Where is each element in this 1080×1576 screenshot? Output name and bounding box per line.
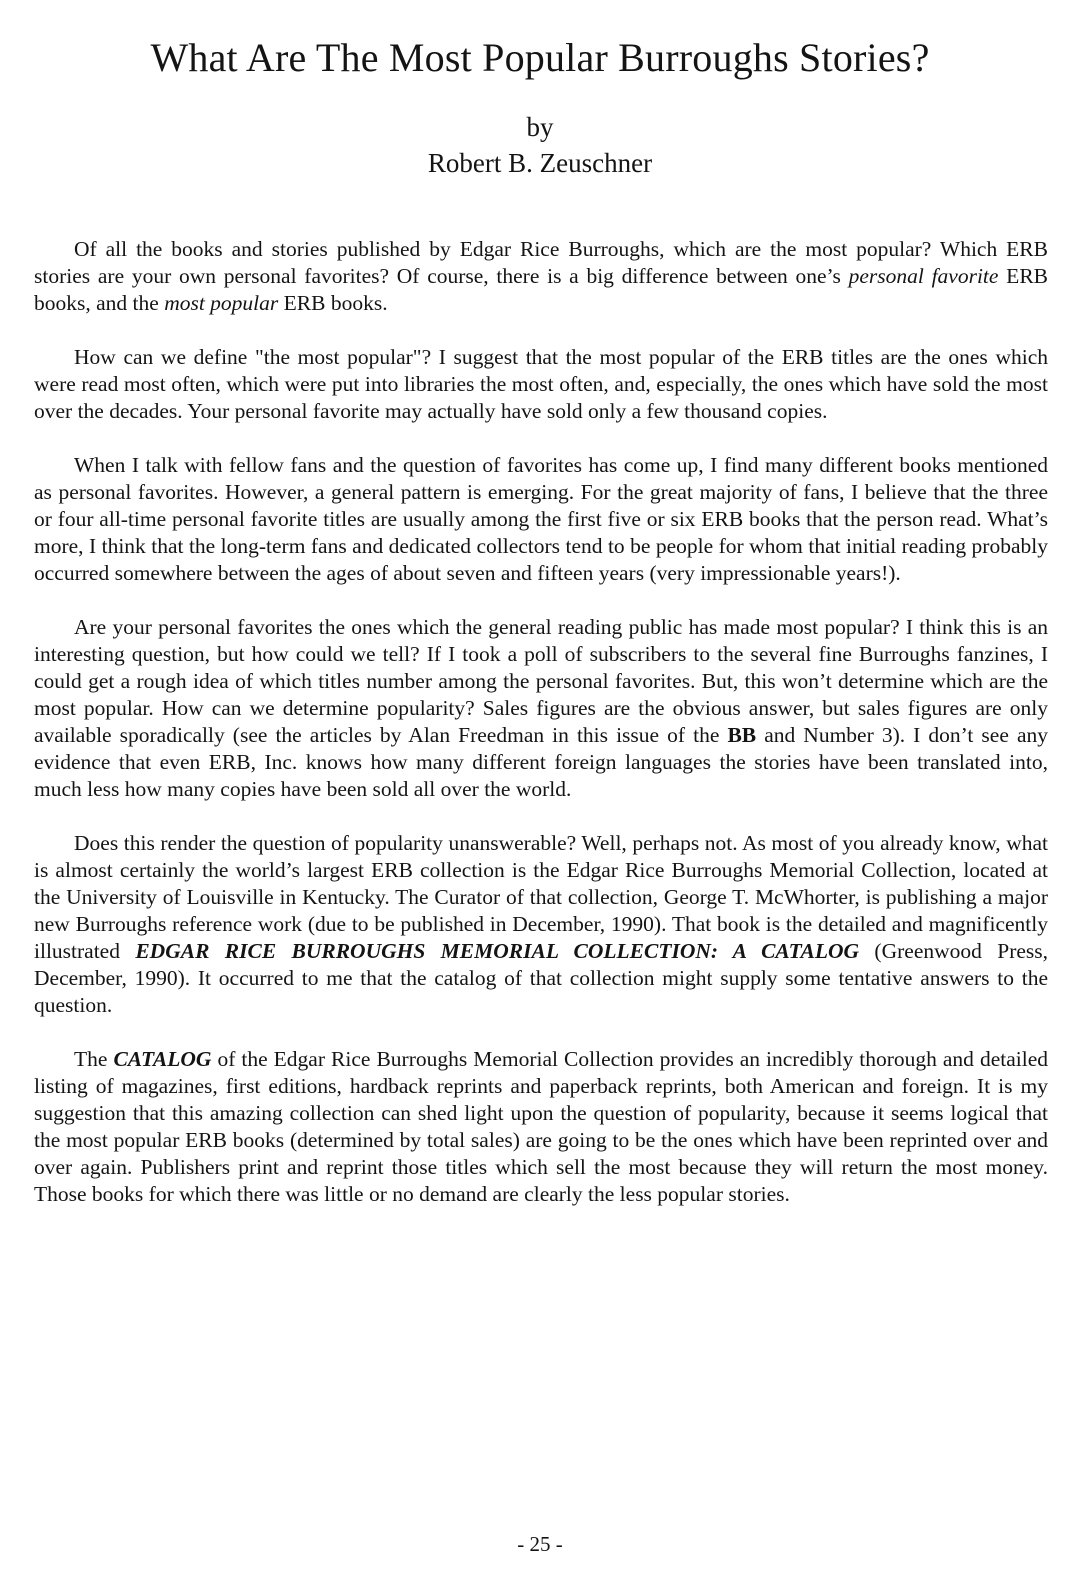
text-run: Of all the books and stories published by Edgar Rice Burroughs, which are the most popular? Which ERB stories are your own personal favorites? Of course, there is a big difference between one’s bbox=[34, 237, 1048, 288]
paragraph-6 bbox=[34, 1046, 1048, 1208]
text-run: (Greenwood Press, December, 1990). It occurred to me that the catalog of that collection might supply some tentative answers to the question. bbox=[34, 939, 1049, 1017]
author-name: Robert B. Zeuschner bbox=[427, 148, 653, 178]
page-number: - 25 - bbox=[517, 1532, 563, 1556]
paragraph-2 bbox=[34, 344, 1048, 425]
article-body bbox=[34, 236, 1048, 1235]
text-run: and Number 3). I don’t see any evidence that even ERB, Inc. knows how many different foreign languages the stories have been translated into, much less how many copies have been sold all over the world. bbox=[34, 723, 1048, 801]
text-run: Are your personal favorites the ones which the general reading public has made most popular? I think this is an interesting question, but how could we tell? If I took a poll of subscribers to the several fine Burroughs fanzines, I could get a rough idea of which titles number among the personal favorites. But, this won’t determine which are the most popular. How can we determine popularity? Sales figures are the obvious answer, but sales figures are only available sporadically (see the articles by Alan Freedman in this issue of the bbox=[34, 615, 1048, 747]
text-run: ERB books. bbox=[278, 291, 388, 315]
paragraph-4 bbox=[34, 614, 1048, 803]
byline: by bbox=[526, 112, 554, 142]
text-run: How can we define "the most popular"? I suggest that the most popular of the ERB titles are the ones which were read most often, which were put into libraries the most often, and, especially, the ones which have sold the most over the decades. Your personal favorite may actually have sold only a few thousand copies. bbox=[34, 345, 1048, 423]
text-run: of the Edgar Rice Burroughs Memorial Collection provides an incredibly thorough and detailed listing of magazines, first editions, hardback reprints and paperback reprints, both American and foreign. It is my suggestion that this amazing collection can shed light upon the question of popularity, because it seems logical that the most popular ERB books (determined by total sales) are going to be the ones which have been reprinted over and over again. Publishers print and reprint those titles which sell the most because they will return the most money. Those books for which there was little or no demand are clearly the less popular stories. bbox=[34, 1047, 1048, 1206]
text-run: BB bbox=[727, 723, 757, 747]
text-run: Does this render the question of popularity unanswerable? Well, perhaps not. As most of you already know, what is almost certainly the world’s largest ERB collection is the Edgar Rice Burroughs Memorial Collection, located at the University of Louisville in Kentucky. The Curator of that collection, George T. McWhorter, is publishing a major new Burroughs reference work (due to be published in December, 1990). That book is the detailed and magnificently illustrated bbox=[34, 831, 1048, 963]
text-run: most popular bbox=[164, 291, 279, 315]
text-run: ERB books, and the bbox=[34, 264, 1048, 315]
article-title: What Are The Most Popular Burroughs Stories? bbox=[150, 35, 930, 80]
text-run: CATALOG bbox=[113, 1047, 212, 1071]
paragraph-5 bbox=[34, 830, 1048, 1019]
text-run: The bbox=[74, 1047, 114, 1071]
text-run: When I talk with fellow fans and the question of favorites has come up, I find many different books mentioned as personal favorites. However, a general pattern is emerging. For the great majority of fans, I believe that the three or four all-time personal favorite titles are usually among the first five or six ERB books that the person read. What’s more, I think that the long-term fans and dedicated collectors tend to be people for whom that initial reading probably occurred somewhere between the ages of about seven and fifteen years (very impressionable years!). bbox=[34, 453, 1048, 585]
paragraph-3 bbox=[34, 452, 1048, 587]
text-run: personal favorite bbox=[848, 264, 999, 288]
text-run: EDGAR RICE BURROUGHS MEMORIAL COLLECTION: A CATALOG bbox=[135, 939, 860, 963]
paragraph-1 bbox=[34, 236, 1048, 317]
